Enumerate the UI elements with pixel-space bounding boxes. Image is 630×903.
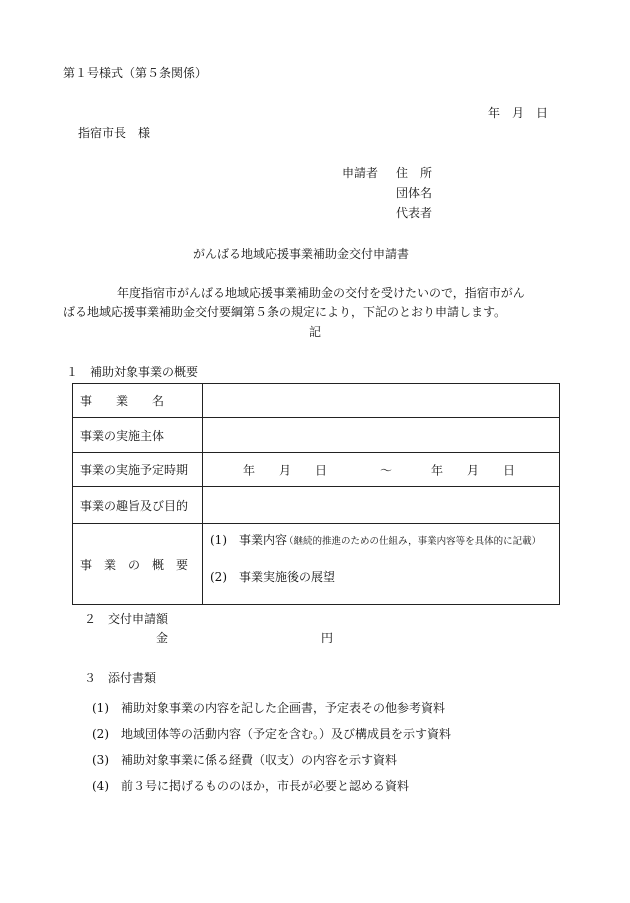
table-row: [73, 487, 560, 524]
project-name-label: 事 業 名: [73, 384, 203, 418]
section1-heading: １ 補助対象事業の概要: [66, 365, 199, 379]
schedule-tilde: ～: [380, 463, 393, 477]
overview-field[interactable]: [203, 524, 560, 605]
implementer-label: 事業の実施主体: [73, 418, 203, 453]
schedule-label: 事業の実施予定時期: [73, 453, 203, 487]
section3-heading: ３ 添付書類: [84, 671, 157, 685]
applicant-group-label: 団体名: [396, 186, 433, 200]
date-line: 年 月 日: [488, 106, 549, 120]
schedule-field[interactable]: [203, 453, 560, 487]
schedule-date-from: 年 月 日: [243, 463, 328, 477]
project-summary-table: [72, 383, 560, 605]
amount-kin: 金: [156, 631, 169, 645]
purpose-field[interactable]: [203, 487, 560, 524]
overview-item-1-note: （継続的推進のための仕組み，事業内容等を具体的に記載）: [284, 536, 542, 547]
project-name-field[interactable]: [203, 384, 560, 418]
table-row: [73, 524, 560, 605]
body-line-1: 年度指宿市がんばる地域応援事業補助金の交付を受けたいので，指宿市がん: [117, 286, 525, 300]
table-row: [73, 453, 560, 487]
overview-item-1: (1) 事業内容: [210, 533, 287, 547]
table-row: [73, 418, 560, 453]
amount-yen: 円: [321, 631, 334, 645]
overview-label: 事 業 の 概 要: [73, 524, 203, 605]
ki-mark: 記: [309, 325, 322, 339]
attachment-item-1: (1) 補助対象事業の内容を記した企画書，予定表その他参考資料: [92, 701, 446, 715]
table-row: [73, 384, 560, 418]
attachment-item-3: (3) 補助対象事業に係る経費（収支）の内容を示す資料: [92, 753, 398, 767]
addressee: 指宿市長 様: [78, 126, 151, 140]
applicant-address-label: 住 所: [396, 166, 433, 180]
attachment-item-2: (2) 地域団体等の活動内容（予定を含む。）及び構成員を示す資料: [92, 727, 452, 741]
schedule-date-to: 年 月 日: [431, 463, 516, 477]
document-title: がんばる地域応援事業補助金交付申請書: [193, 247, 410, 261]
attachment-item-4: (4) 前３号に掲げるもののほか，市長が必要と認める資料: [92, 779, 410, 793]
applicant-rep-label: 代表者: [396, 206, 433, 220]
section2-heading: ２ 交付申請額: [84, 612, 169, 626]
form-number: 第１号様式（第５条関係）: [63, 66, 208, 80]
body-line-2: ばる地域応援事業補助金交付要綱第５条の規定により，下記のとおり申請します。: [63, 305, 507, 319]
purpose-label: 事業の趣旨及び目的: [73, 487, 203, 524]
implementer-field[interactable]: [203, 418, 560, 453]
overview-item-2: (2) 事業実施後の展望: [210, 570, 335, 584]
applicant-label: 申請者: [342, 166, 379, 180]
